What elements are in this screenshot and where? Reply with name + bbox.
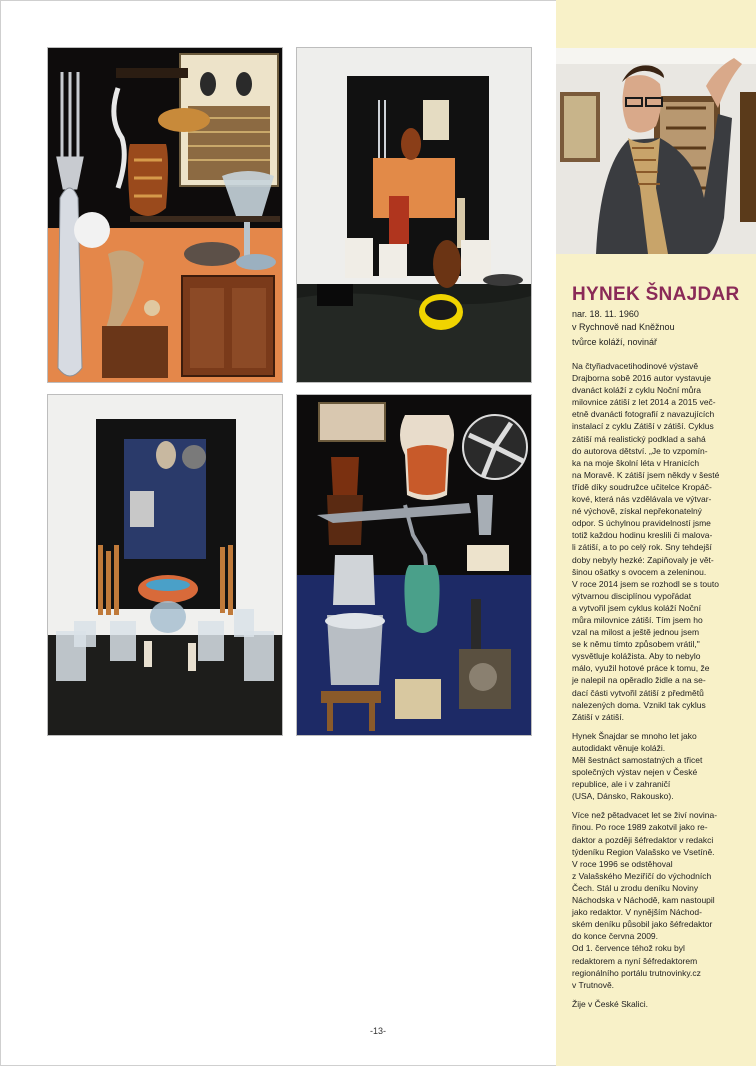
text-line: Měl šestnáct samostatných a třicet bbox=[572, 755, 703, 765]
text-line: Žije v České Skalici. bbox=[572, 998, 649, 1009]
text-line: v Trutnově. bbox=[572, 979, 615, 990]
text-line: Drajborna sobě 2016 autor vystavuje bbox=[572, 373, 711, 384]
text-line: doby nebyly hezké: Zapiňovaly je vět- bbox=[572, 554, 714, 565]
artist-birthplace: v Rychnově nad Kněžnou bbox=[572, 321, 675, 332]
text-line: Čech. Stál u zrodu deníku Noviny bbox=[572, 882, 699, 893]
text-line: odpor. S úchylnou pravidelností jsme bbox=[572, 518, 711, 529]
text-line: daktor a později šéfredaktor v redakci bbox=[572, 834, 714, 845]
text-line: autodidakt věnuje koláži. bbox=[572, 742, 666, 753]
text-line: nalezených doma. Vznikl tak cyklus bbox=[572, 699, 706, 710]
text-line: můra milovnice zátiší. Tím jsem ho bbox=[572, 614, 703, 625]
text-line: třídě díky soudružce učitelce Kropáč- bbox=[572, 481, 712, 492]
artist-name-heading: HYNEK ŠNAJDAR bbox=[572, 284, 740, 305]
artwork-collage-1 bbox=[47, 47, 283, 383]
text-line: do konce června 2009. bbox=[572, 931, 659, 942]
bio-paragraph-journalism bbox=[572, 809, 748, 990]
text-line: totiž každou hodinu kreslili či malova- bbox=[572, 530, 713, 541]
text-line: regionálního portálu trutnovinky.cz bbox=[572, 967, 701, 978]
text-line: řinou. Po roce 1989 zakotvil jako re- bbox=[572, 822, 708, 833]
text-line: dací části vytvořil zátiší z předmětů bbox=[572, 687, 704, 698]
text-line: ském deníku působil jako šéfredaktor bbox=[572, 919, 713, 930]
text-line: V roce 1996 se odstěhoval bbox=[572, 858, 673, 869]
text-line: kové, která nás vzdělávala ve výtvar- bbox=[572, 494, 712, 505]
text-line: Hynek Šnajdar se mnoho let jako bbox=[572, 730, 697, 741]
artwork-installation-1 bbox=[296, 47, 532, 383]
text-line: li zátiší, a to po celý rok. Sny tehdejší bbox=[572, 542, 712, 553]
text-line: se k němu tímto způsobem vrátil," bbox=[572, 639, 700, 650]
text-line: V roce 2014 jsem se rozhodl se s touto bbox=[572, 578, 719, 589]
text-line: výtvarnou disciplínou vypořádat bbox=[572, 590, 692, 601]
page-number: -13- bbox=[369, 1026, 386, 1036]
text-line: Více než pětadvacet let se živí novina- bbox=[572, 810, 718, 821]
text-line: zátiší má realistický podklad a sahá bbox=[572, 433, 706, 444]
text-line: do autorova dětství. „Je to vzpomín- bbox=[572, 445, 708, 456]
bio-paragraph-collage bbox=[572, 730, 748, 803]
text-line: Na čtyřiadvacetihodinové výstavě bbox=[572, 361, 699, 371]
text-line: Od 1. července téhož roku byl bbox=[572, 943, 685, 954]
artwork-installation-2 bbox=[47, 394, 283, 736]
text-line: etně dvanácti fotografií z navazujících bbox=[572, 409, 715, 420]
artwork-collage-2 bbox=[296, 394, 532, 736]
text-line: jako redaktor. V nynějším Náchod- bbox=[572, 907, 702, 918]
text-line: redaktorem a nyní šéfredaktorem bbox=[572, 955, 698, 966]
text-line: (USA, Dánsko, Rakousko). bbox=[572, 791, 674, 802]
text-line: vysvětluje kolážista. Aby to nebylo bbox=[572, 651, 701, 662]
text-line: ka na moje školní léta v Hranicích bbox=[572, 457, 700, 468]
text-line: milovnice zátiší z let 2014 a 2015 več- bbox=[572, 397, 716, 408]
text-line: týdeníku Region Valašsko ve Vsetíně. bbox=[572, 846, 715, 857]
text-line: z Valašského Meziříčí do východních bbox=[572, 870, 712, 881]
artist-role: tvůrce koláží, novinář bbox=[572, 337, 658, 347]
text-line: šinou ošatky s ovocem a zeleninou. bbox=[572, 566, 707, 577]
text-line: vzal na milost a ještě jednou jsem bbox=[572, 627, 700, 638]
artist-meta bbox=[572, 308, 750, 349]
text-line: je nalepil na opěradlo židle a na se- bbox=[572, 675, 706, 686]
artist-birth-date: nar. 18. 11. 1960 bbox=[572, 309, 639, 319]
text-line: Zátiší v zátiší. bbox=[572, 711, 624, 722]
artist-portrait-photo bbox=[556, 48, 756, 254]
text-line: né výchově, získal nepřekonatelný bbox=[572, 506, 702, 517]
text-line: společných výstav nejen v České bbox=[572, 767, 698, 778]
text-line: a vytvořil jsem cyklus koláží Noční bbox=[572, 602, 701, 613]
text-line: málo, využil hotové práce k tomu, že bbox=[572, 663, 710, 674]
text-line: instalací z cyklu Zátiší v zátiší. Cyklus bbox=[572, 421, 714, 432]
text-line: dvanáct koláží z cyklu Noční můra bbox=[572, 385, 701, 396]
text-line: Náchodska v Náchodě, kam nastoupil bbox=[572, 895, 715, 906]
artist-biography bbox=[572, 360, 748, 1017]
text-line: na Moravě. K zátiší jsem někdy v šesté bbox=[572, 469, 720, 480]
bio-paragraph-residence bbox=[572, 998, 748, 1010]
bio-paragraph-exhibition bbox=[572, 360, 748, 723]
text-line: republice, ale i v zahraničí bbox=[572, 779, 671, 790]
